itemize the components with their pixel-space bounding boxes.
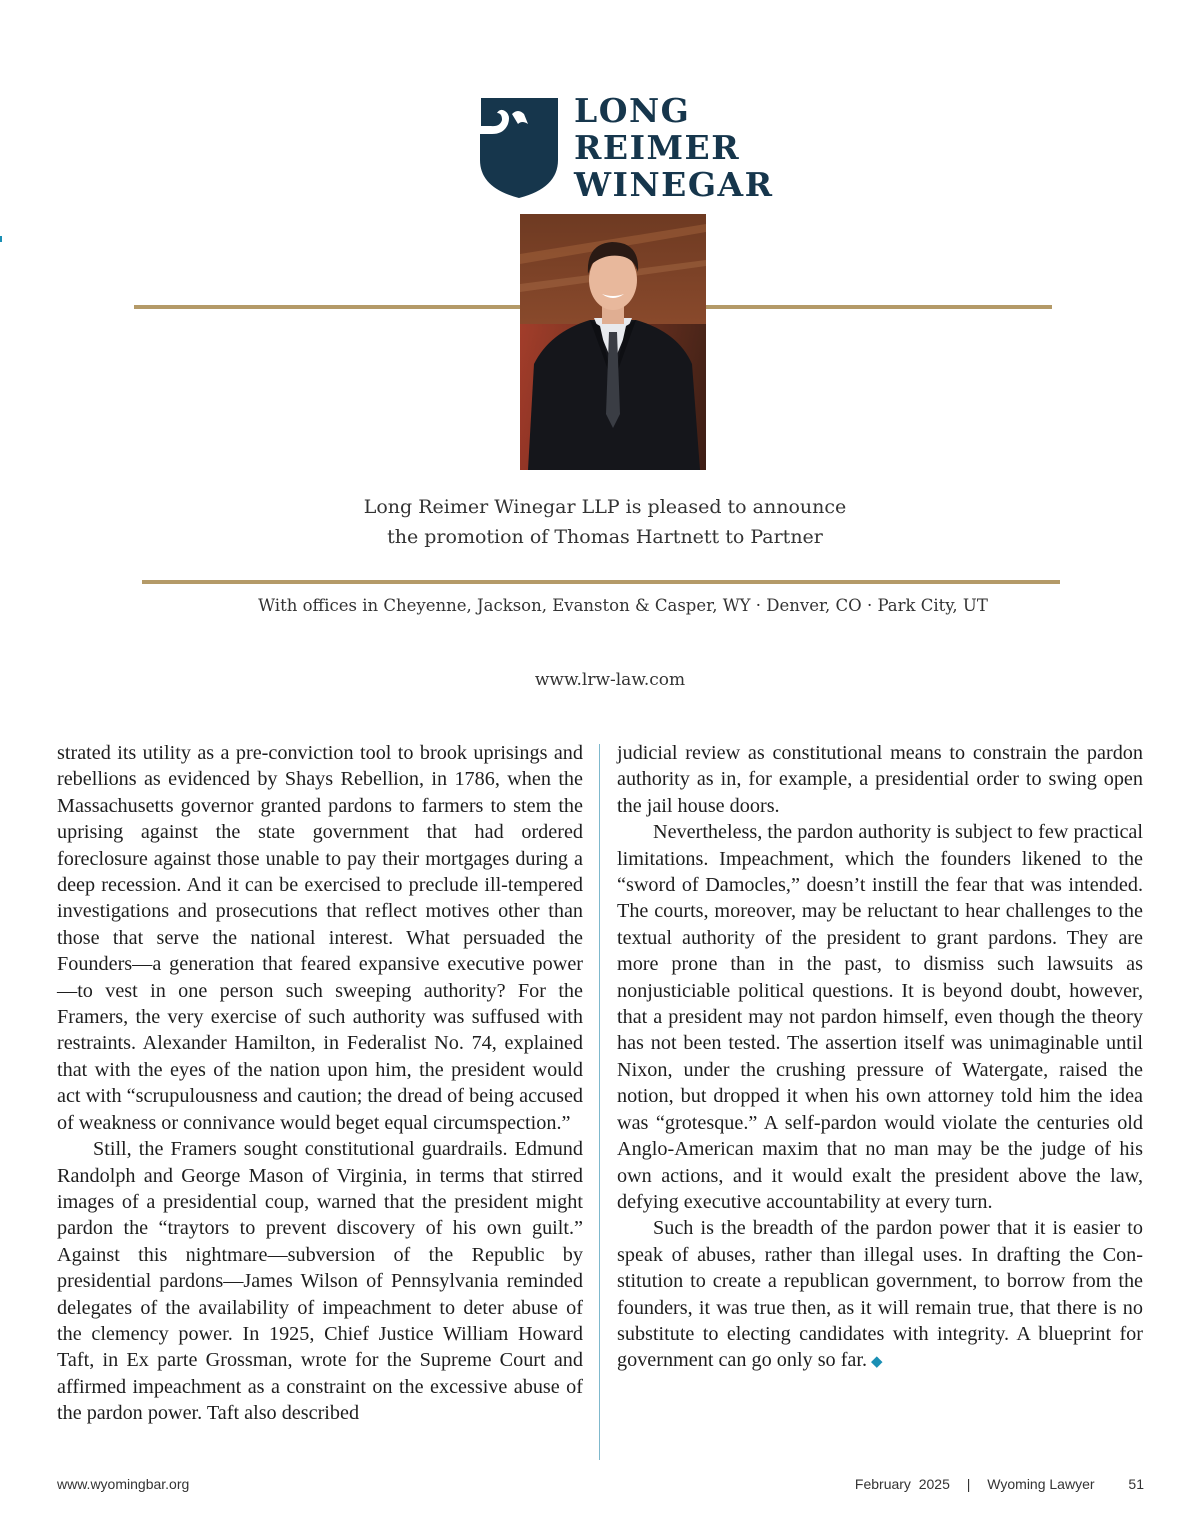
shield-emblem-icon — [478, 94, 560, 198]
firm-website[interactable]: www.lrw-law.com — [534, 670, 686, 690]
footer-publication: Wyoming Lawyer — [987, 1476, 1095, 1492]
announcement — [200, 492, 1010, 552]
end-of-article-diamond-icon: ◆ — [871, 1352, 883, 1371]
firm-name-line-1: LONG — [574, 91, 691, 130]
article-paragraph-text: Such is the breadth of the pardon power that it is easier to speak of abuses, rather than illegal uses. In drafting the Constitution to create a republican government, to borrow from the founders, it was true then, as it will remain true, that there is no substitute to electing candidates with integrity. A blueprint for government can go only so far. — [617, 1217, 1143, 1372]
firm-logo — [478, 92, 778, 204]
announcement-line-1: Long Reimer Winegar LLP is pleased to announce — [363, 496, 847, 518]
footer-issue-date: February 2025 — [854, 1476, 950, 1492]
footer-separator: | — [966, 1476, 971, 1492]
office-locations: With offices in Cheyenne, Jackson, Evanston & Casper, WY · Denver, CO · Park City, UT — [258, 596, 988, 615]
firm-name-line-3: WINEGAR — [574, 165, 774, 204]
footer-issue-info — [855, 1476, 1144, 1492]
article-paragraph-final — [617, 1215, 1143, 1374]
gold-divider-bottom — [142, 580, 1060, 584]
firm-advertisement — [0, 0, 1200, 720]
partner-portrait-photo — [520, 214, 706, 470]
article-paragraph: Still, the Framers sought constitutional guardrails. Edmund Randolph and George Mason of Virginia, in terms that stirred images of a presidential coup, warned that the president might pardon the “traytors to prevent discovery of his own guilt.” Against this nightmare—subversion of the Republic by presidential pardons—James Wilson of Pennsylvania reminded delegates of the availability of impeachment to deter abuse of the clemency power. In 1925, Chief Justice William Howard Taft, in Ex parte Grossman, wrote for the Supreme Court and affirmed impeachment as a constraint on the excessive abuse of the pardon power. Taft also described — [57, 1138, 583, 1425]
footer-website[interactable]: www.wyomingbar.org — [57, 1476, 190, 1492]
article-column-right — [617, 740, 1143, 1375]
firm-name-line-2: REIMER — [574, 128, 741, 167]
article-paragraph: judicial review as constitutional means to constrain the pardon authority as in, for example, a presidential order to swing open the jail house doors. — [617, 742, 1143, 817]
article-paragraph: Nevertheless, the pardon authority is subject to few practical limitations. Impeachment, which the founders likened to the “sword of Damocles,” doesn’t instill the fear that was intended. The courts, moreover, may be reluctant to hear challenges to the textual authority of the president to grant pardons. They are more prone than in the past, to dismiss such lawsuits as nonjusticiable political questions. It is beyond doubt, however, that a president may not pardon himself, even though the theory has not been tested. The assertion itself was unimaginable until Nixon, under the crushing pressure of Watergate, raised the notion, but dropped it when his own attorney told him the idea was “grotesque.” A self-pardon would violate the centuries old Anglo-American maxim that no man may be the judge of his own actions, and it would exalt the president above the law, defying executive accountability at every turn. — [617, 821, 1143, 1213]
page-footer — [57, 1476, 1144, 1498]
article-column-left — [57, 740, 583, 1427]
announcement-line-2: the promotion of Thomas Hartnett to Partner — [387, 526, 823, 548]
column-divider — [599, 744, 600, 1460]
article-paragraph: strated its utility as a pre-conviction tool to brook uprisings and rebellions as evidenced by Shays Rebellion, in 1786, when the Massachusetts governor granted pardons to farmers to stem the uprising against the state government that had ordered foreclosure against those unable to pay their mortgages during a deep recession. And it can be exercised to preclude ill-tempered investigations and prosecutions that reflect motives other than those that serve the national interest. What persuaded the Founders—a generation that feared expansive executive power—to vest in one person such sweeping authority? For the Framers, the very exercise of such authority was suffused with restraints. Alexander Hamilton, in Federalist No. 74, explained that with the eyes of the nation upon him, the president would act with “scrupulousness and caution; the dread of being accused of weakness or connivance would beget equal circumspection.” — [57, 742, 583, 1134]
page-number: 51 — [1128, 1476, 1144, 1492]
